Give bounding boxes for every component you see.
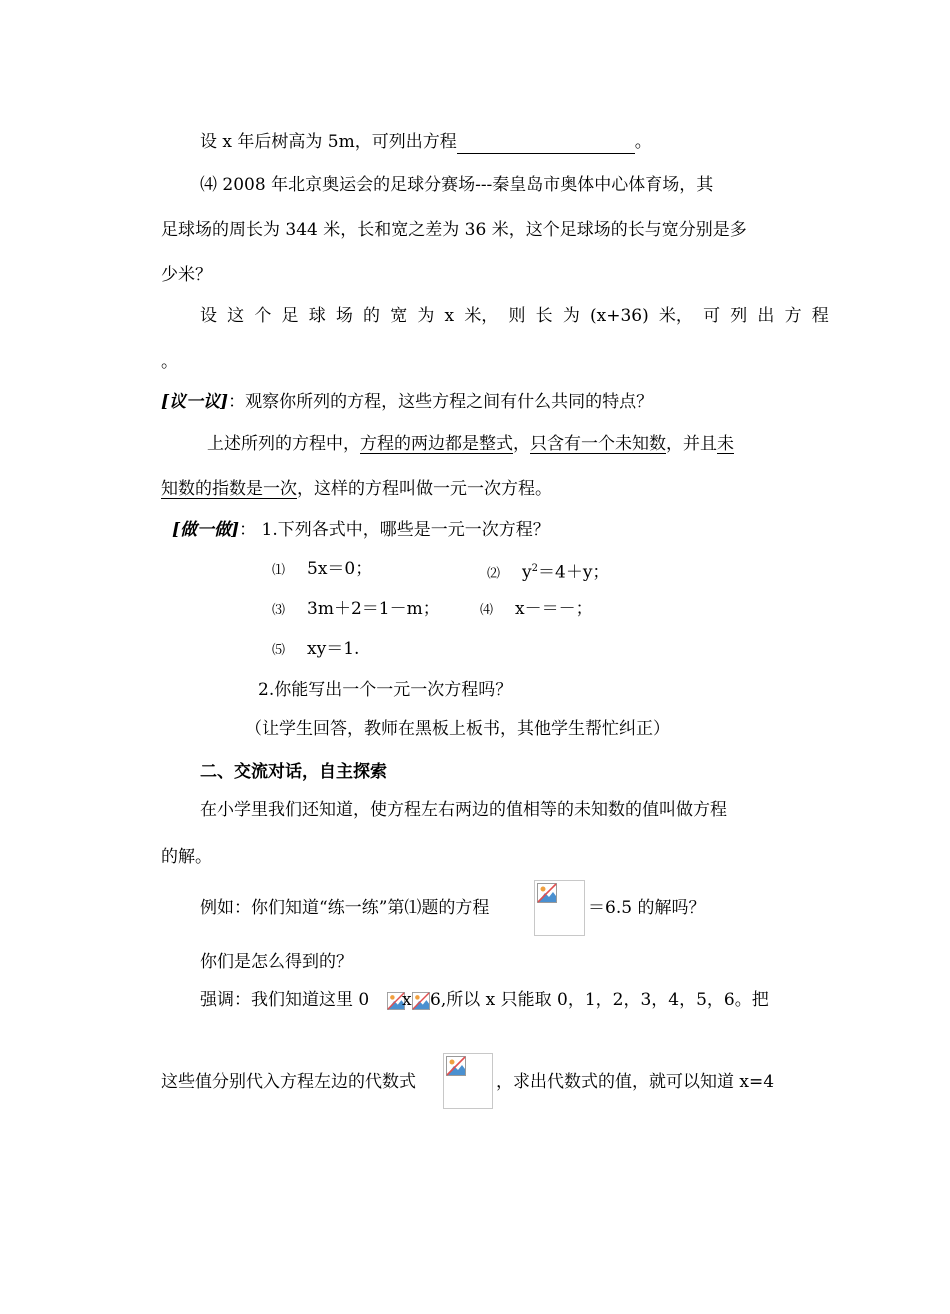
problem-4-line-2: 足球场的周长为 344 米，长和宽之差为 36 米，这个足球场的长与宽分别是多 <box>161 220 747 240</box>
emphasis-line-rest: 6,所以 x 只能取 0，1，2，3，4，5，6。把 <box>430 990 769 1010</box>
broken-image-icon <box>534 880 585 936</box>
equation-3: ⑶ 3m＋2＝1－m； <box>272 599 440 619</box>
equation-1: ⑴ 5x＝0； <box>272 559 373 579</box>
teacher-note: （让学生回答，教师在黑板上板书，其他学生帮忙纠正） <box>245 719 670 739</box>
problem-4-line-3: 少米？ <box>161 265 212 285</box>
answer-blank <box>457 135 635 154</box>
problem-4-period: 。 <box>161 352 178 372</box>
line-1: 设 x 年后树高为 5m，可列出方程 。 <box>200 132 652 152</box>
broken-image-icon <box>412 992 430 1010</box>
question-3: 你们是怎么得到的？ <box>200 952 353 972</box>
paragraph-line-2: 的解。 <box>161 847 212 867</box>
example-line: 例如：你们知道“练一练”第⑴题的方程 <box>200 898 490 918</box>
paragraph-line-1: 在小学里我们还知道，使方程左右两边的值相等的未知数的值叫做方程 <box>200 800 727 820</box>
discuss-line: [议一议]：观察你所列的方程，这些方程之间有什么共同的特点？ <box>161 392 654 412</box>
definition-line-2: 知数的指数是一次，这样的方程叫做一元一次方程。 <box>161 479 552 499</box>
example-line-end: ＝6.5 的解吗？ <box>588 898 706 918</box>
last-line: 这些值分别代入方程左边的代数式 <box>161 1072 416 1092</box>
equation-2: ⑵ $y^2=4+y$； <box>487 562 610 583</box>
problem-4-line-1: ⑷ 2008 年北京奥运会的足球分赛场---秦皇岛市奥体中心体育场，其 <box>200 175 714 195</box>
do-line: [做一做]： 1.下列各式中，哪些是一元一次方程？ <box>172 520 550 540</box>
do-tag: [做一做] <box>172 520 240 540</box>
discuss-tag: [议一议] <box>161 392 229 412</box>
last-line-end: ，求出代数式的值，就可以知道 x=4 <box>496 1072 775 1092</box>
question-2: 2.你能写出一个一元一次方程吗？ <box>258 680 513 700</box>
section-heading-2: 二、交流对话，自主探索 <box>200 762 387 782</box>
equation-4: ⑷ x－＝－； <box>480 599 593 619</box>
equation-5: ⑸ xy＝1. <box>272 639 360 659</box>
emphasis-line: 强调：我们知道这里 0 <box>200 990 370 1010</box>
broken-image-icon <box>443 1053 493 1109</box>
definition-line-1: 上述所列的方程中，方程的两边都是整式，只含有一个未知数，并且未 <box>207 434 734 454</box>
problem-4-setup-line: 设 这 个 足 球 场 的 宽 为 x 米， 则 长 为 (x+36) 米， 可 列 出 方 程 <box>200 306 829 326</box>
emphasis-x: x <box>402 990 412 1010</box>
